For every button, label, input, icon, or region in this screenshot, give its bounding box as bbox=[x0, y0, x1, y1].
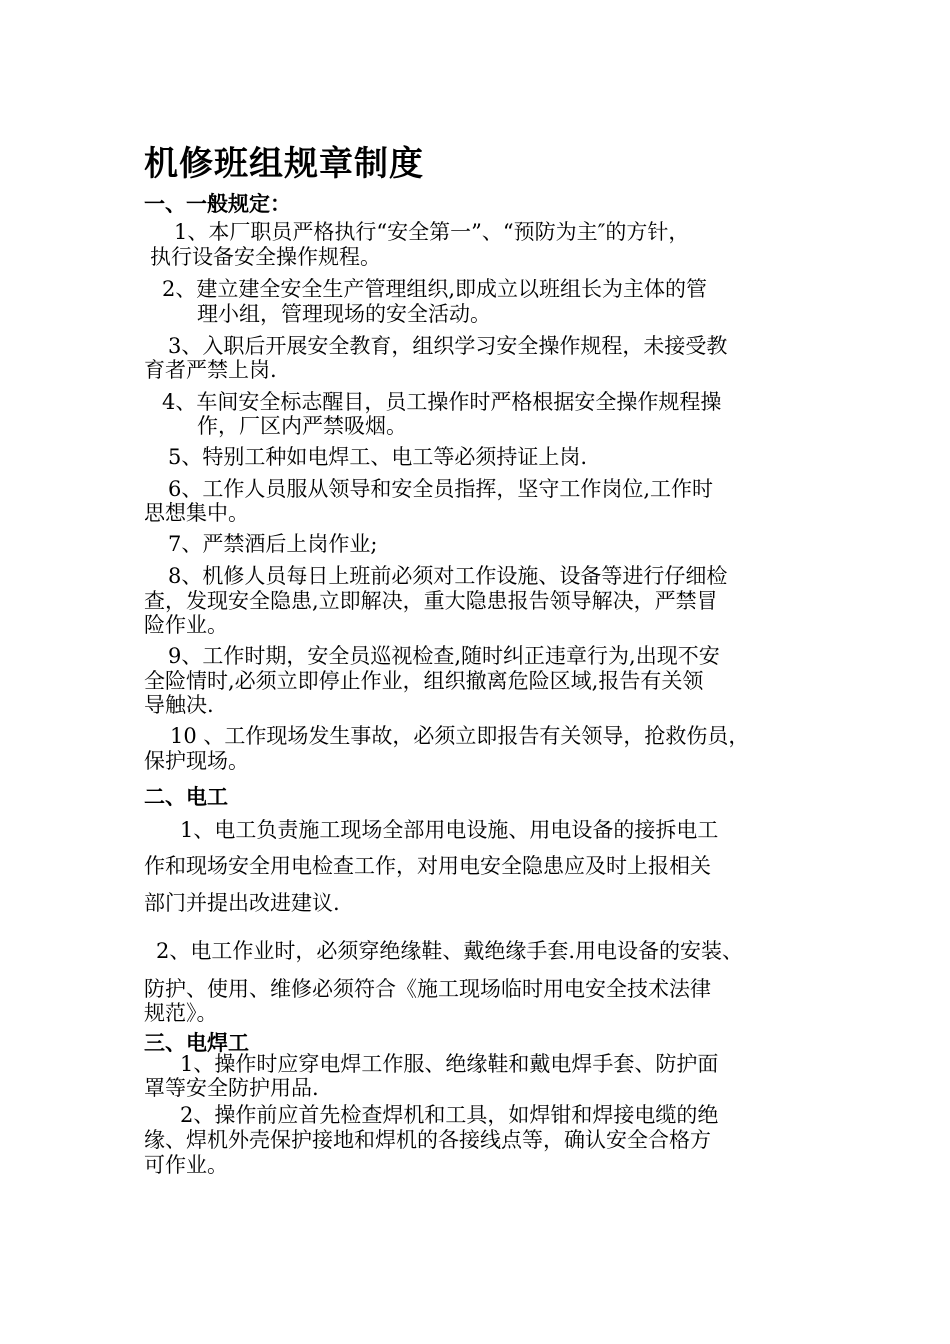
section-1-line: 险作业。 bbox=[144, 613, 228, 637]
section-1-line: 作，厂区内严禁吸烟。 bbox=[197, 414, 407, 438]
section-1-line: 查，发现安全隐患,立即解决，重大隐患报告领导解决，严禁冒 bbox=[144, 589, 718, 613]
section-1-line: 1、本厂职员严格执行“安全第一”、“预防为主″的方针， bbox=[174, 220, 690, 244]
section-2-line: 1、电工负责施工现场全部用电设施、用电设备的接拆电工 bbox=[180, 818, 719, 842]
section-1-line: 执行设备安全操作规程。 bbox=[150, 245, 381, 269]
section-1-line: 保护现场。 bbox=[144, 749, 249, 773]
section-2-line: 部门并提出改进建议. bbox=[144, 891, 340, 915]
section-3-line: 1、操作时应穿电焊工作服、绝缘鞋和戴电焊手套、防护面 bbox=[180, 1052, 719, 1076]
section-1-line: 2、建立建全安全生产管理组织,即成立以班组长为主体的管 bbox=[162, 277, 708, 301]
section-1-line: 10 、工作现场发生事故，必须立即报告有关领导，抢救伤员， bbox=[170, 724, 750, 748]
section-1-line: 导触决. bbox=[144, 693, 214, 717]
section-1-line: 9、工作时期，安全员巡视检查,随时纠正违章行为,出现不安 bbox=[168, 644, 720, 668]
section-3-line: 缘、焊机外壳保护接地和焊机的各接线点等，确认安全合格方 bbox=[144, 1128, 711, 1152]
section-2-line: 规范》。 bbox=[144, 1001, 218, 1025]
section-1-line: 7、严禁酒后上岗作业; bbox=[168, 532, 378, 556]
section-3-heading: 三、电焊工 bbox=[144, 1030, 249, 1055]
section-2-line: 作和现场安全用电检查工作，对用电安全隐患应及时上报相关 bbox=[144, 854, 711, 878]
section-3-line: 2、操作前应首先检查焊机和工具，如焊钳和焊接电缆的绝 bbox=[180, 1103, 719, 1127]
section-1-line: 8、机修人员每日上班前必须对工作设施、设备等进行仔细检 bbox=[168, 564, 728, 588]
section-2-line: 2、电工作业时，必须穿绝缘鞋、戴绝缘手套.用电设备的安装、 bbox=[156, 939, 744, 963]
section-1-heading: 一、一般规定： bbox=[144, 191, 291, 216]
section-1-line: 4、车间安全标志醒目，员工操作时严格根据安全操作规程操 bbox=[162, 390, 722, 414]
section-3-line: 可作业。 bbox=[144, 1153, 228, 1177]
section-1-line: 全险情时,必须立即停止作业，组织撤离危险区域,报告有关领 bbox=[144, 669, 704, 693]
section-1-line: 思想集中。 bbox=[144, 501, 249, 525]
section-1-line: 理小组，管理现场的安全活动。 bbox=[197, 302, 491, 326]
section-3-line: 罩等安全防护用品. bbox=[144, 1076, 319, 1100]
section-2-line: 防护、使用、维修必须符合《施工现场临时用电安全技术法律 bbox=[144, 977, 711, 1001]
section-1-line: 3、入职后开展安全教育，组织学习安全操作规程，未接受教 bbox=[168, 334, 728, 358]
section-1-line: 6、工作人员服从领导和安全员指挥，坚守工作岗位,工作时 bbox=[168, 477, 714, 501]
section-2-heading: 二、电工 bbox=[144, 784, 228, 809]
document-title: 机修班组规章制度 bbox=[144, 144, 424, 184]
section-1-line: 育者严禁上岗. bbox=[144, 358, 277, 382]
section-1-line: 5、特别工种如电焊工、电工等必须持证上岗. bbox=[168, 445, 588, 469]
